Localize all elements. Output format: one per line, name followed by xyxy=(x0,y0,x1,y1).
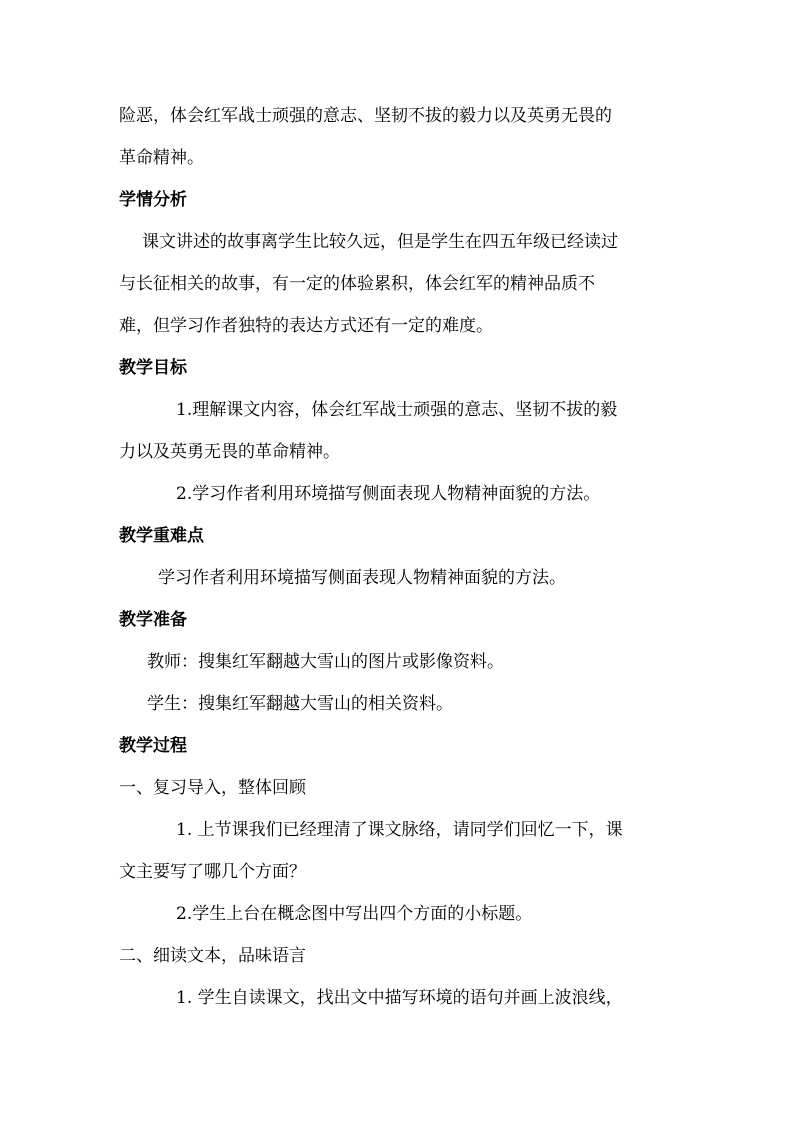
key-points-text: 学习作者利用环境描写侧面表现人物精神面貌的方法。 xyxy=(158,568,566,588)
preparation-student: 学生：搜集红军翻越大雪山的相关资料。 xyxy=(147,694,453,714)
goals-item-2: 2.学习作者利用环境描写侧面表现人物精神面貌的方法。 xyxy=(176,484,601,504)
intro-line-2: 革命精神。 xyxy=(119,148,204,168)
preparation-teacher: 教师：搜集红军翻越大雪山的图片或影像资料。 xyxy=(147,652,504,672)
key-points-heading: 教学重难点 xyxy=(119,526,204,546)
process-part-1-item-1-line-1: 1. 上节课我们已经理清了课文脉络，请同学们回忆一下，课 xyxy=(176,820,623,840)
process-heading: 教学过程 xyxy=(119,736,187,756)
analysis-line-3: 难，但学习作者独特的表达方式还有一定的难度。 xyxy=(119,316,493,336)
process-part-2-item-1-line-1: 1. 学生自读课文，找出文中描写环境的语句并画上波浪线， xyxy=(176,988,623,1008)
process-part-1-item-2: 2.学生上台在概念图中写出四个方面的小标题。 xyxy=(176,904,533,924)
preparation-heading: 教学准备 xyxy=(119,610,187,630)
goals-item-1-line-2: 力以及英勇无畏的革命精神。 xyxy=(119,442,340,462)
intro-line-1: 险恶，体会红军战士顽强的意志、坚韧不拔的毅力以及英勇无畏的 xyxy=(119,106,612,126)
process-part-2-title: 二、细读文本，品味语言 xyxy=(119,946,306,966)
goals-item-1-line-1: 1.理解课文内容，体会红军战士顽强的意志、坚韧不拔的毅 xyxy=(176,400,618,420)
analysis-heading: 学情分析 xyxy=(119,190,187,210)
analysis-line-2: 与长征相关的故事，有一定的体验累积，体会红军的精神品质不 xyxy=(119,274,595,294)
analysis-line-1: 课文讲述的故事离学生比较久远，但是学生在四五年级已经读过 xyxy=(142,232,618,252)
process-part-1-title: 一、复习导入，整体回顾 xyxy=(119,778,306,798)
goals-heading: 教学目标 xyxy=(119,358,187,378)
process-part-1-item-1-line-2: 文主要写了哪几个方面？ xyxy=(119,862,306,882)
